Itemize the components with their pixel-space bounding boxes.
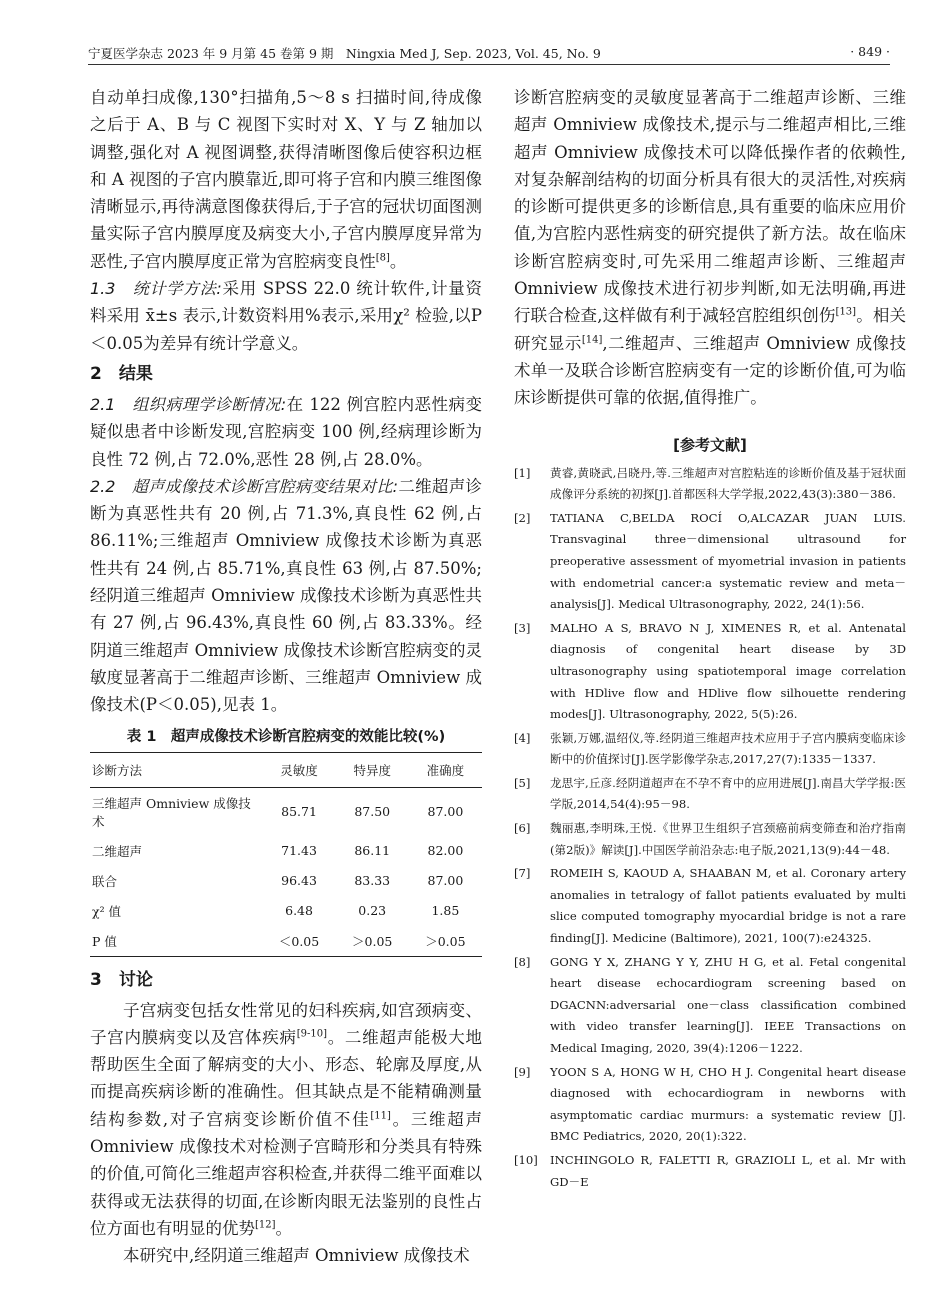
discussion-paragraph-1: 子宫病变包括女性常见的妇科疾病,如宫颈病变、子宫内膜病变以及宫体疾病[9-10]。二维超声能极大地帮助医生全面了解病变的大小、形态、轮廓及厚度,从而提高疾病诊断的准确性。但其缺点是不能精确测量结构参数,对子宫病变诊断价值不佳[11]。三维超声 Omniview 成像技术对检测子宫畸形和分类具有特殊的价值,可简化三维超声容积检查,并获得二维平面难以获得或无法获得的切面,在诊断肉眼无法鉴别的良性占位方面也有明显的优势[12]。	[90, 1000, 483, 1238]
table-cell: 86.11	[354, 843, 391, 859]
right-column	[514, 84, 906, 1195]
table-cell: 71.43	[281, 843, 317, 859]
citation-ref[interactable]: [13]	[835, 306, 857, 318]
table-row	[90, 836, 482, 866]
reference-item: [1] 黄睿,黄晓武,吕晓丹,等.三维超声对宫腔粘连的诊断价值及基于冠状面成像评分系统的初探[J].首都医科大学学报,2022,43(3):380－386.	[514, 465, 906, 502]
discussion-continued: 诊断宫腔病变的灵敏度显著高于二维超声诊断、三维超声 Omniview 成像技术,提示与二维超声相比,三维超声 Omniview 成像技术可以降低操作者的依赖性,对复杂解剖结构的切面分析具有很大的灵活性,对疾病的诊断可提供更多的诊断信息,具有重要的临床应用价值,为宫腔内恶性病变的研究提供了新方法。故在临床诊断宫腔病变时,可先采用二维超声诊断、三维超声 Omniview 成像技术进行初步判断,如无法明确,再进行联合检查,这样做有利于减轻宫腔组织创伤[13]。相关研究显示[14],二维超声、三维超声 Omniview 成像技术单一及联合诊断宫腔病变有一定的诊断价值,可为临床诊断提供可靠的依据,值得推广。	[514, 88, 906, 408]
section-heading-discussion: 3 讨论	[90, 969, 153, 990]
table-cell: 87.00	[427, 804, 464, 820]
journal-citation: 宁夏医学杂志 2023 年 9 月第 45 卷第 9 期 Ningxia Med J, Sep. 2023, Vol. 45, No. 9	[88, 46, 601, 61]
section-heading-results: 2 结果	[90, 363, 153, 384]
reference-item: [6] 魏丽惠,李明珠,王悦.《世界卫生组织子宫颈癌前病变筛查和治疗指南(第2版)》解读[J].中国医学前沿杂志:电子版,2021,13(9):44－48.	[514, 821, 906, 857]
table-cell: 二维超声	[92, 843, 143, 859]
results-paragraph-2: 2.2 超声成像技术诊断宫腔病变结果对比:二维超声诊断为真恶性共有 20 例,占 71.3%,真良性 62 例,占 86.11%;三维超声 Omniview 成像技术诊断为真恶性共有 24 例,占 85.71%,真良性 63 例,占 87.50%;经阴道三维超声 Omniview 成像技术诊断为真恶性共有 27 例,占 96.43%,真良性 60 例,占 83.33%。经阴道三维超声 Omniview 成像技术诊断宫腔病变的灵敏度显著高于二维超声诊断、三维超声 Omniview 成像技术(P＜0.05),见表 1。	[90, 476, 482, 715]
citation-ref[interactable]: [9-10]	[296, 1028, 327, 1040]
table-cell: P 值	[90, 926, 262, 957]
table-cell: 82.00	[427, 843, 464, 859]
page-number: · 849 ·	[850, 44, 890, 59]
reference-item: [10] INCHINGOLO R, FALETTI R, GRAZIOLI L, et al. Mr with GD－E	[514, 1152, 906, 1189]
table-header-cell: 灵敏度	[262, 752, 335, 787]
table-cell: 1.85	[431, 903, 460, 919]
references-heading: [参考文献]	[673, 435, 747, 454]
reference-item: [3] MALHO A S, BRAVO N J, XIMENES R, et al. Antenatal diagnosis of congenital heart disease by 3D ultrasonography using spatiotemporal image correlation with HDlive flow and HDlive flow silhouette rendering modes[J]. Ultrasonography, 2022, 5(5):26.	[514, 620, 906, 722]
table-row	[90, 787, 482, 836]
table-cell: ＞0.05	[336, 926, 409, 957]
subsection-heading: 2.1 组织病理学诊断情况:	[90, 394, 287, 414]
table-cell: 6.48	[285, 903, 313, 919]
reference-item: [7] ROMEIH S, KAOUD A, SHAABAN M, et al. Coronary artery anomalies in tetralogy of fallot patients evaluated by multi slice computed tomography myocardial bridge is not a rare finding[J]. Medicine (Baltimore), 2021, 100(7):e24325.	[514, 866, 906, 946]
discussion-paragraph-2: 本研究中,经阴道三维超声 Omniview 成像技术	[123, 1246, 470, 1266]
efficacy-table	[90, 752, 482, 957]
table-caption: 表 1 超声成像技术诊断宫腔病变的效能比较(%)	[126, 728, 446, 745]
table-header-cell: 诊断方法	[90, 752, 262, 787]
table-cell: 87.00	[427, 873, 464, 889]
method-paragraph: 自动单扫成像,130°扫描角,5～8 s 扫描时间,待成像之后于 A、B 与 C 视图下实时对 X、Y 与 Z 轴加以调整,强化对 A 视图调整,获得清晰图像后使容积边框和 A 视图的子宫内膜靠近,即可将子宫和内膜三维图像清晰显示,再待满意图像获得后,于子宫的冠状切面图测量实际子宫内膜厚度及病变大小,子宫内膜厚度异常为恶性,子宫内膜厚度正常为宫腔病变良性[8]。	[90, 88, 482, 271]
table-cell: ＜0.05	[262, 926, 335, 957]
table-header-cell: 特异度	[336, 752, 409, 787]
table-cell: 三维超声 Omniview 成像技术	[92, 795, 251, 829]
table-cell: 联合	[92, 873, 118, 889]
table-header-row	[90, 752, 482, 787]
reference-item: [8] GONG Y X, ZHANG Y Y, ZHU H G, et al. Fetal congenital heart disease echocardiogram screening based on DGACNN:adversarial one－class classification combined with video transfer learning[J]. IEEE Transactions on Medical Imaging, 2020, 39(4):1206－1222.	[514, 954, 906, 1055]
table-cell: 83.33	[354, 873, 391, 889]
table-cell: 96.43	[281, 873, 317, 889]
reference-item: [2] TATIANA C,BELDA ROCÍ O,ALCAZAR JUAN LUIS. Transvaginal three－dimensional ultrasound for preoperative assessment of myometrial invasion in patients with endometrial cancer:a systematic review and meta－analysis[J]. Medical Ultrasonography, 2022, 24(1):56.	[514, 510, 906, 612]
citation-ref[interactable]: [12]	[255, 1219, 276, 1231]
table-row	[90, 896, 482, 926]
reference-item: [9] YOON S A, HONG W H, CHO H J. Congenital heart disease diagnosed with echocardiogram in newborns with asymptomatic cardiac murmurs: a systematic review [J]. BMC Pediatrics, 2020, 20(1):322.	[514, 1064, 906, 1144]
left-column	[90, 84, 482, 1270]
citation-ref[interactable]: [14]	[581, 334, 603, 346]
table-cell: χ² 值	[92, 903, 122, 919]
reference-item: [5] 龙思宇,丘彦.经阴道超声在不孕不育中的应用进展[J].南昌大学学报:医学版,2014,54(4):95－98.	[514, 775, 906, 812]
table-cell: 87.50	[354, 804, 391, 820]
citation-ref[interactable]: [8]	[375, 252, 390, 264]
subsection-heading: 2.2 超声成像技术诊断宫腔病变结果对比:	[90, 476, 399, 496]
table-cell: 0.23	[358, 903, 387, 919]
citation-ref[interactable]: [11]	[370, 1110, 391, 1122]
subsection-heading: 1.3 统计学方法:	[90, 279, 222, 299]
table-row	[90, 866, 482, 896]
reference-list	[514, 463, 906, 1194]
running-header	[88, 40, 890, 65]
table-header-cell: 准确度	[409, 752, 482, 787]
table-row	[90, 926, 482, 957]
reference-item: [4] 张颖,万娜,温绍仪,等.经阴道三维超声技术应用于子宫内膜病变临床诊断中的价值探讨[J].医学影像学杂志,2017,27(7):1335－1337.	[514, 730, 906, 767]
stats-paragraph: 1.3 统计学方法:采用 SPSS 22.0 统计软件,计量资料采用 x̄±s 表示,计数资料用%表示,采用χ² 检验,以P＜0.05为差异有统计学意义。	[90, 279, 482, 353]
table-cell: 85.71	[281, 804, 317, 820]
results-paragraph-1: 2.1 组织病理学诊断情况:在 122 例宫腔内恶性病变疑似患者中诊断发现,宫腔病变 100 例,经病理诊断为良性 72 例,占 72.0%,恶性 28 例,占 28.0%。	[90, 394, 483, 469]
table-cell: ＞0.05	[409, 926, 482, 957]
